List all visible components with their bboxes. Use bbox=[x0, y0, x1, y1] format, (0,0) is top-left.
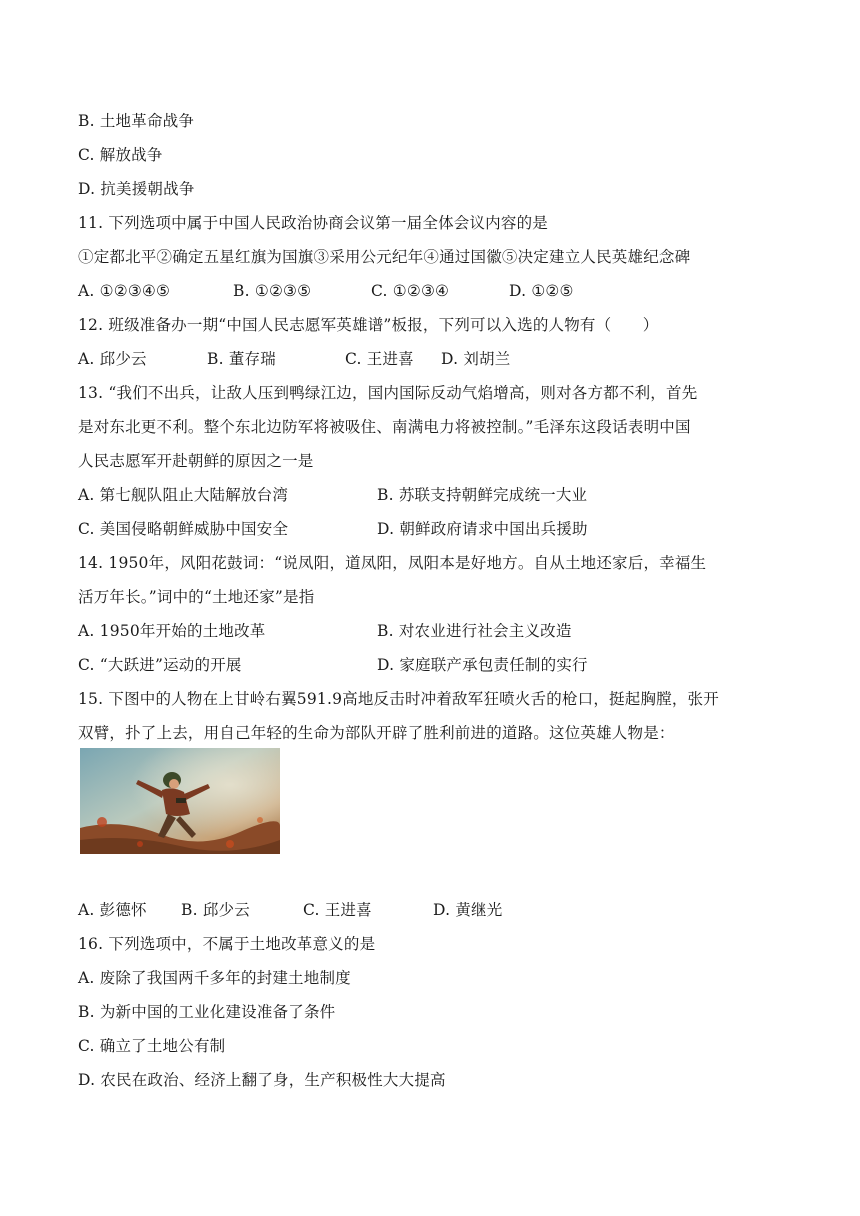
option-a: A. ①②③④⑤ bbox=[78, 282, 171, 300]
option-line: D. 抗美援朝战争 bbox=[78, 180, 195, 198]
option-b: B. ①②③⑤ bbox=[233, 282, 312, 300]
option-b: B. 为新中国的工业化建设准备了条件 bbox=[78, 1003, 336, 1021]
option-a: A. 废除了我国两千多年的封建土地制度 bbox=[78, 969, 351, 987]
hero-painting-image bbox=[80, 748, 280, 854]
question-14-line: 14. 1950年，风阳花鼓词：“说凤阳，道凤阳，凤阳本是好地方。自从土地还家后，幸福生 bbox=[78, 554, 707, 572]
option-a: A. 第七舰队阻止大陆解放台湾 bbox=[78, 486, 289, 504]
option-d: D. 农民在政治、经济上翻了身，生产积极性大大提高 bbox=[78, 1071, 446, 1089]
option-b: B. 董存瑞 bbox=[207, 350, 276, 368]
option-d: D. 刘胡兰 bbox=[441, 350, 511, 368]
question-16-stem: 16. 下列选项中，不属于土地改革意义的是 bbox=[78, 935, 376, 953]
question-15-line: 双臂，扑了上去，用自己年轻的生命为部队开辟了胜利前进的道路。这位英雄人物是： bbox=[78, 724, 675, 742]
question-15-line: 15. 下图中的人物在上甘岭右翼591.9高地反击时冲着敌军狂喷火舌的枪口，挺起胸膛，张开 bbox=[78, 690, 719, 708]
question-14-line: 活万年长。”词中的“土地还家”是指 bbox=[78, 588, 315, 606]
question-12-stem: 12. 班级准备办一期“中国人民志愿军英雄谱”板报，下列可以入选的人物有（ ） bbox=[78, 316, 659, 334]
option-c: C. 王进喜 bbox=[345, 350, 414, 368]
option-d: D. ①②⑤ bbox=[509, 282, 574, 300]
option-c: C. “大跃进”运动的开展 bbox=[78, 656, 242, 674]
option-line: C. 解放战争 bbox=[78, 146, 163, 164]
question-11-stem: 11. 下列选项中属于中国人民政治协商会议第一届全体会议内容的是 bbox=[78, 214, 548, 232]
option-b: B. 邱少云 bbox=[181, 901, 250, 919]
option-line: B. 土地革命战争 bbox=[78, 112, 195, 130]
option-c: C. 确立了土地公有制 bbox=[78, 1037, 226, 1055]
option-b: B. 对农业进行社会主义改造 bbox=[377, 622, 572, 640]
option-c: C. ①②③④ bbox=[371, 282, 450, 300]
question-13-line: 13. “我们不出兵，让敌人压到鸭绿江边，国内国际反动气焰增高，则对各方都不利，首先 bbox=[78, 384, 698, 402]
question-13-line: 是对东北更不利。整个东北边防军将被吸住、南满电力将被控制。”毛泽东这段话表明中国 bbox=[78, 418, 691, 436]
question-11-items: ①定都北平②确定五星红旗为国旗③采用公元纪年④通过国徽⑤决定建立人民英雄纪念碑 bbox=[78, 248, 691, 266]
option-b: B. 苏联支持朝鲜完成统一大业 bbox=[377, 486, 588, 504]
option-d: D. 家庭联产承包责任制的实行 bbox=[377, 656, 588, 674]
option-a: A. 邱少云 bbox=[78, 350, 147, 368]
option-a: A. 1950年开始的土地改革 bbox=[78, 622, 266, 640]
option-d: D. 朝鲜政府请求中国出兵援助 bbox=[377, 520, 588, 538]
option-c: C. 王进喜 bbox=[303, 901, 372, 919]
option-a: A. 彭德怀 bbox=[78, 901, 147, 919]
option-c: C. 美国侵略朝鲜威胁中国安全 bbox=[78, 520, 289, 538]
option-d: D. 黄继光 bbox=[433, 901, 503, 919]
question-13-line: 人民志愿军开赴朝鲜的原因之一是 bbox=[78, 452, 314, 470]
